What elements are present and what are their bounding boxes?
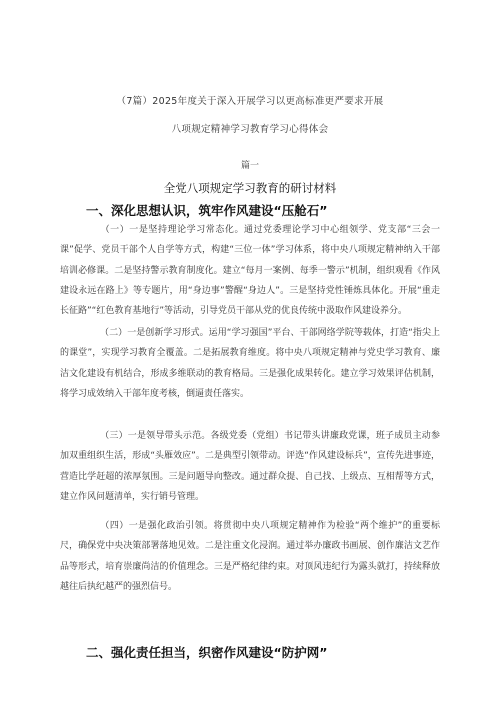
paragraph-text: （三）一是领导带头示范。各级党委（党组）书记带头讲廉政党课，班子成员主动参加双重组织生活，形成“头雁效应”。二是典型引领带动。评选“作风建设标兵”，宣传先进事迹，营造比学赶超的浓厚氛围。三是问题导向整改。通过群众提、自己找、上级点、互相帮等方式，建立作风问题清单，实行销号管理。	[60, 431, 440, 502]
chapter-label: 篇一	[240, 161, 259, 171]
paragraph-3	[60, 426, 440, 507]
paragraph-text: （二）一是创新学习形式。运用“学习强国”平台、干部网络学院等载体，打造“指尖上的课堂”，实现学习教育全覆盖。二是拓展教育维度。将中央八项规定精神与党史学习教育、廉洁文化建设有机结合，形成多维联动的教育格局。三是强化成果转化。建立学习效果评估机制，将学习成效纳入干部年度考核，倒逼责任落实。	[60, 328, 440, 399]
chapter-title: 全党八项规定学习教育的研讨材料	[163, 181, 337, 195]
section-heading-1: 一、深化思想认识，筑牢作风建设“压舱石”	[86, 203, 328, 218]
paragraph-1	[60, 220, 440, 321]
document-title-line-1: （7篇）2025年度关于深入开展学习以更高标准更严要求开展	[116, 96, 384, 107]
paragraph-4	[60, 516, 440, 597]
section-heading-2: 二、强化责任担当，织密作风建设“防护网”	[86, 645, 328, 660]
paragraph-2	[60, 323, 440, 404]
paragraph-text: （一）一是坚持理论学习常态化。通过党委理论学习中心组领学、党支部“三会一课”促学、党员干部个人自学等方式，构建“三位一体”学习体系，将中央八项规定精神纳入干部培训必修课。二是坚持警示教育制度化。建立“每月一案例、每季一警示”机制，组织观看《作风建设永远在路上》等专题片，用“身边事”警醒“身边人”。三是坚持党性锤炼具体化。开展“重走长征路”“红色教育基地行”等活动，引导党员干部从党的优良传统中汲取作风建设养分。	[60, 225, 440, 317]
document-title-line-2: 八项规定精神学习教育学习心得体会	[171, 124, 329, 135]
paragraph-text: （四）一是强化政治引领。将贯彻中央八项规定精神作为检验“两个维护”的重要标尺，确保党中央决策部署落地见效。二是注重文化浸润。通过举办廉政书画展、创作廉洁文艺作品等形式，培育崇廉尚洁的价值理念。三是严格纪律约束。对顶风违纪行为露头就打，持续释放越往后执纪越严的强烈信号。	[60, 521, 440, 592]
